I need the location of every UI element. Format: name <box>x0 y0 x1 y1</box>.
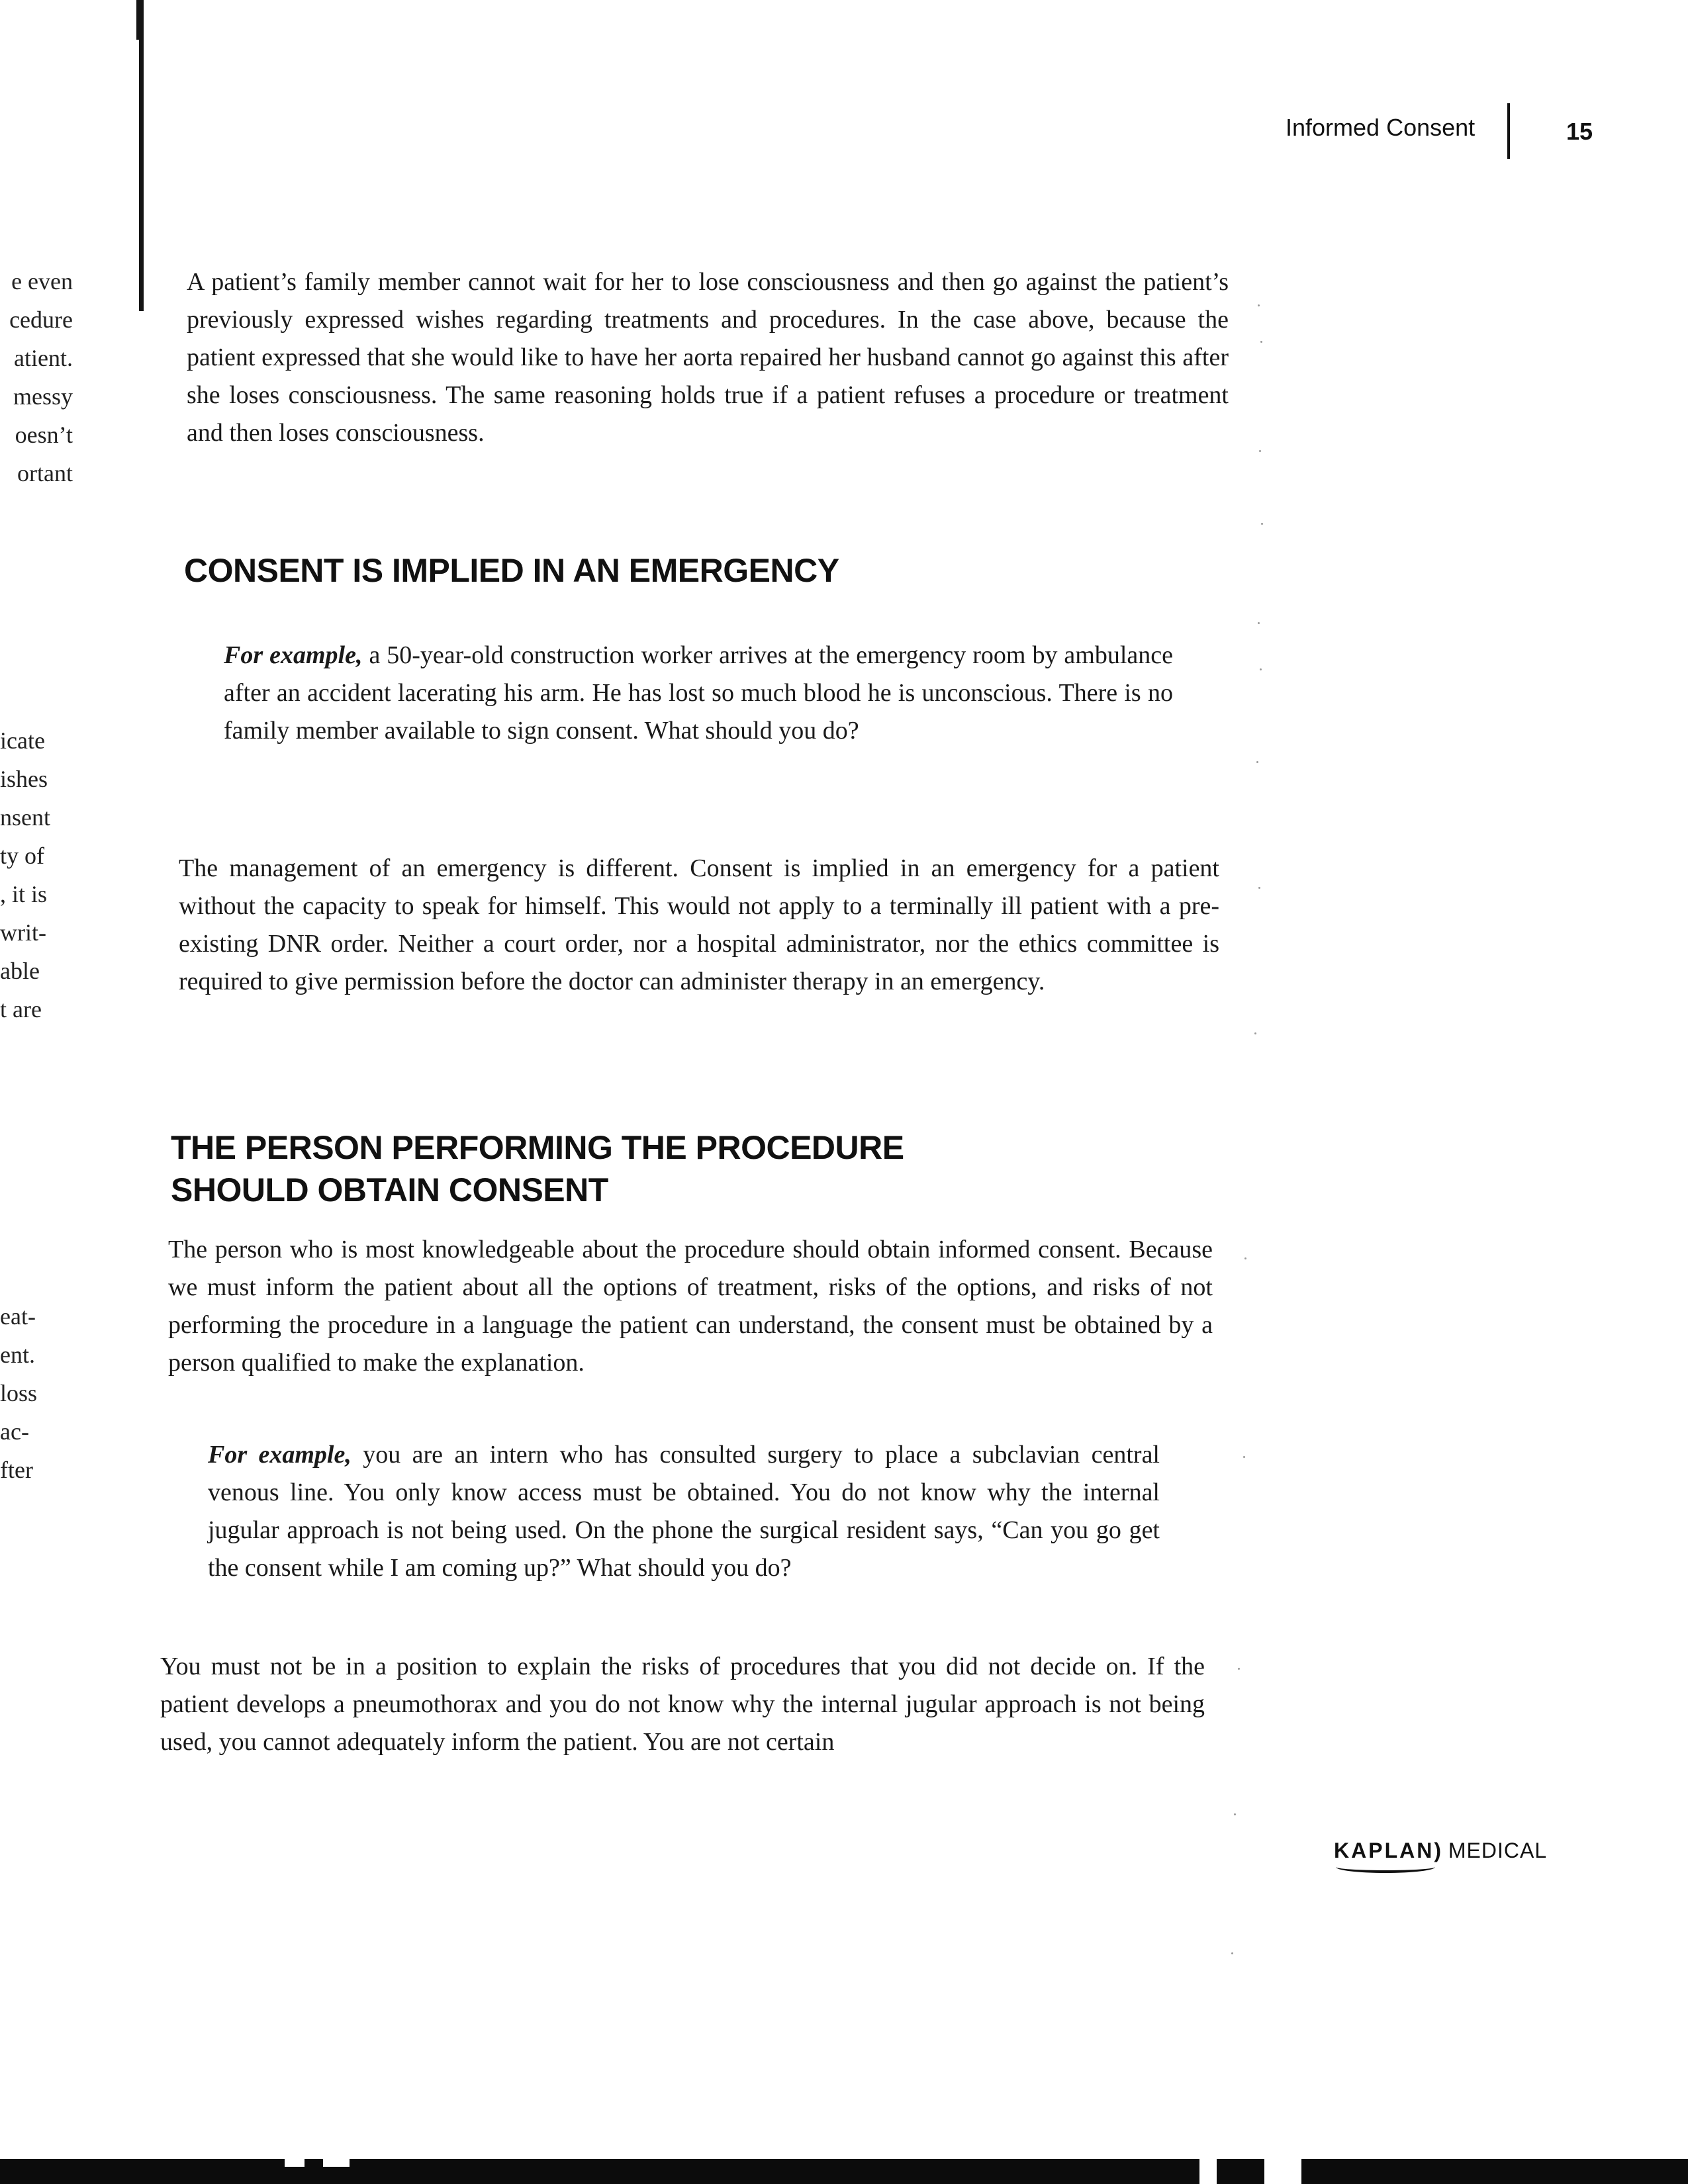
running-head-title: Informed Consent <box>1286 114 1476 141</box>
fragment-line: t are <box>0 996 42 1023</box>
scan-speck <box>1260 341 1262 343</box>
left-margin-fragments-top <box>0 262 73 492</box>
paragraph-3: The person who is most knowledgeable about the procedure should obtain informed consent. Because we must inform the patient about all the options of treatment, risks of the options, and risks of not performing the procedure in a language the patient can understand, the consent must be obtained by a person qualified to make the explanation. <box>168 1236 1213 1377</box>
scan-speck <box>1254 1032 1256 1034</box>
scan-edge-gap <box>1199 2159 1217 2184</box>
fragment-line: oesn’t <box>15 422 73 448</box>
section-heading-emergency: CONSENT IS IMPLIED IN AN EMERGENCY <box>184 552 839 589</box>
fragment-line: cedure <box>9 306 73 333</box>
scan-speck <box>1258 304 1260 306</box>
running-head-divider <box>1507 103 1510 159</box>
example-lead: For example, <box>224 641 363 669</box>
fragment-line: atient. <box>14 345 73 371</box>
example-box-1 <box>224 637 1173 750</box>
scan-speck <box>1234 1813 1236 1815</box>
left-margin-fragments-bottom <box>0 1297 40 1489</box>
left-margin-fragments-middle <box>0 721 53 1028</box>
scan-speck <box>1256 761 1258 763</box>
publisher-logo <box>1334 1839 1547 1863</box>
binding-gutter <box>139 0 144 311</box>
example-box-2 <box>208 1436 1160 1587</box>
paragraph-2: The management of an emergency is different. Consent is implied in an emergency for a patient without the capacity to speak for himself. This would not apply to a terminally ill patient with a pre-existing DNR order. Neither a court order, nor a hospital administrator, nor the ethics committee is required to give permission before the doctor can administer therapy in an emergency. <box>179 854 1219 995</box>
fragment-line: ortant <box>17 460 73 486</box>
fragment-line: e even <box>11 268 73 295</box>
fragment-line: icate <box>0 727 45 754</box>
scan-speck <box>1259 450 1261 452</box>
fragment-line: ac- <box>0 1418 29 1445</box>
paragraph-1: A patient’s family member cannot wait for her to lose consciousness and then go against the patient’s previously expressed wishes regarding treatments and procedures. In the case above, because the patient expressed that she would like to have her aorta repaired her husband cannot go against this after she loses consciousness. The same reasoning holds true if a patient refuses a procedure or treatment and then loses consciousness. <box>187 268 1229 447</box>
scan-edge-gap <box>285 2159 305 2167</box>
binding-gutter-tail <box>136 0 139 40</box>
fragment-line: ty of <box>0 842 44 869</box>
logo-swoosh-icon <box>1336 1861 1435 1873</box>
example-lead: For example, <box>208 1441 352 1469</box>
logo-bracket-icon: ) <box>1434 1839 1442 1862</box>
heading-line-2: SHOULD OBTAIN CONSENT <box>171 1171 608 1208</box>
scan-edge-gap <box>1264 2159 1301 2184</box>
scan-speck <box>1244 1257 1246 1259</box>
fragment-line: eat- <box>0 1303 36 1330</box>
page-number: 15 <box>1566 118 1593 145</box>
scan-speck <box>1238 1668 1240 1670</box>
scan-speck <box>1261 523 1263 525</box>
fragment-line: nsent <box>0 804 50 831</box>
logo-division: MEDICAL <box>1448 1839 1548 1862</box>
paragraph-4: You must not be in a position to explain the risks of procedures that you did not decide on. If the patient develops a pneumothorax and you do not know why the internal jugular approach is not being used, you cannot adequately inform the patient. You are not certain <box>160 1653 1205 1756</box>
scan-speck <box>1258 622 1260 624</box>
fragment-line: ishes <box>0 766 48 792</box>
example-text: you are an intern who has consulted surgery to place a subclavian central venous line. You only know access must be obtained. You do not know why the internal jugular approach is not being used. On the phone the surgical resident says, “Can you go get the consent while I am coming up?” What should you do? <box>208 1441 1160 1582</box>
fragment-line: messy <box>13 383 73 410</box>
fragment-line: ent. <box>0 1342 35 1368</box>
fragment-line: loss <box>0 1380 38 1406</box>
fragment-line: , it is <box>0 881 48 907</box>
logo-brand: KAPLAN <box>1334 1839 1434 1862</box>
scan-speck <box>1258 887 1260 889</box>
section-heading-performer <box>171 1126 1098 1211</box>
scan-bottom-edge <box>0 2159 1688 2184</box>
scan-speck <box>1260 668 1262 670</box>
example-text: a 50-year-old construction worker arrives at the emergency room by ambulance after an accident lacerating his arm. He has lost so much blood he is unconscious. There is no family member available to sign consent. What should you do? <box>224 641 1174 745</box>
fragment-line: writ- <box>0 919 46 946</box>
scan-speck <box>1243 1456 1245 1458</box>
fragment-line: fter <box>0 1457 33 1483</box>
scan-edge-gap <box>323 2159 350 2167</box>
heading-line-1: THE PERSON PERFORMING THE PROCEDURE <box>171 1129 904 1166</box>
fragment-line: able <box>0 958 40 984</box>
scan-speck <box>1231 1952 1233 1954</box>
